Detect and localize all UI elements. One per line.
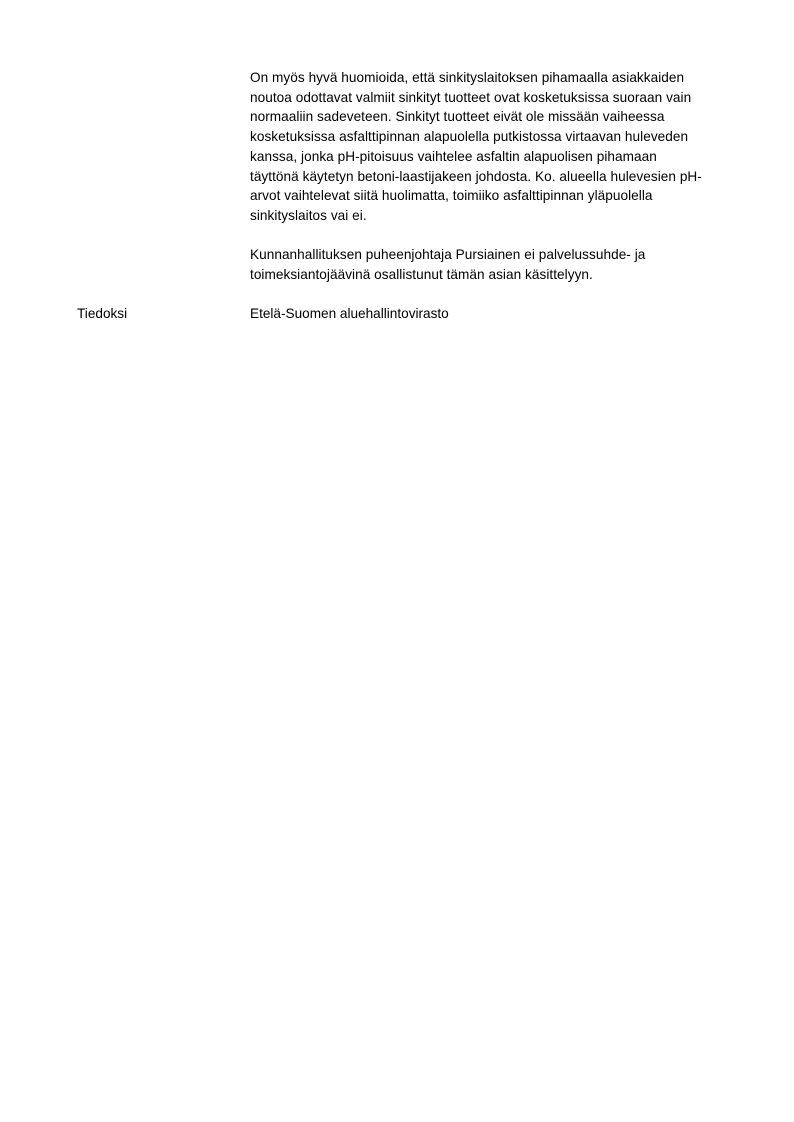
body-paragraph-2: [250, 245, 750, 284]
paragraph-line: kosketuksissa asfalttipinnan alapuolella putkistossa virtaavan huleveden: [250, 129, 689, 145]
paragraph-line: Kunnanhallituksen puheenjohtaja Pursiainen ei palvelussuhde- ja: [250, 247, 646, 262]
paragraph-line: toimeksiantojäävinä osallistunut tämän asian käsittelyyn.: [250, 266, 593, 282]
paragraph-line: sinkityslaitos vai ei.: [250, 207, 367, 223]
paragraph-line: On myös hyvä huomioida, että sinkityslaitoksen pihamaalla asiakkaiden: [250, 70, 685, 85]
paragraph-line: täyttönä käytetyn betoni-laastijakeen johdosta. Ko. alueella hulevesien pH-: [250, 168, 702, 184]
paragraph-line: normaaliin sadeveteen. Sinkityt tuotteet eivät ole missään vaiheessa: [250, 109, 665, 125]
paragraph-line: kanssa, jonka pH-pitoisuus vaihtelee asfaltin alapuolisen pihamaan: [250, 148, 657, 164]
tiedoksi-label: Tiedoksi: [77, 306, 128, 321]
body-paragraph-1: [250, 68, 750, 226]
tiedoksi-recipient: Etelä-Suomen aluehallintovirasto: [250, 306, 449, 321]
paragraph-line: noutoa odottavat valmiit sinkityt tuotteet ovat kosketuksissa suoraan vain: [250, 89, 692, 105]
paragraph-line: arvot vaihtelevat siitä huolimatta, toimiiko asfalttipinnan yläpuolella: [250, 188, 653, 204]
